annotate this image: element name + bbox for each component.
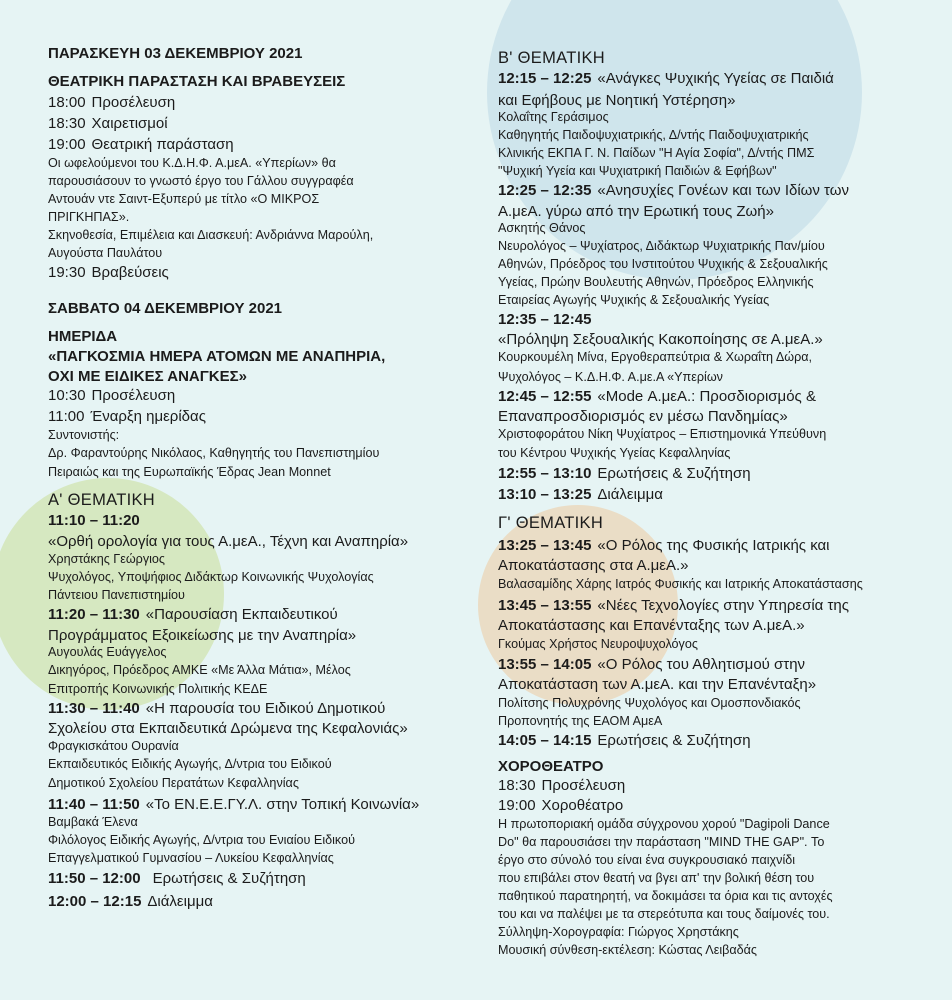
description-line: του και να παλέψει με τα στερεότυπα και τους δαίμονές του.: [498, 907, 830, 921]
speaker-line: Πάντειου Πανεπιστημίου: [48, 588, 185, 602]
day-heading-friday: ΠΑΡΑΣΚΕΥΗ 03 ΔΕΚΕΜΒΡΙΟΥ 2021: [48, 45, 303, 62]
speaker-line: Βαμβακά Έλενα: [48, 815, 138, 829]
talk-title: Αποκατάσταση των Α.μεΑ. και την Επανένταξη»: [498, 676, 817, 693]
speaker-line: Γκούμας Χρήστος Νευροψυχολόγος: [498, 637, 698, 651]
coordinator-line: Συντονιστής:: [48, 428, 120, 442]
event-heading-hmerida: ΗΜΕΡΙΔΑ: [48, 328, 118, 345]
schedule-item: 10:30 Προσέλευση: [48, 387, 176, 404]
schedule-item: 12:55 – 13:10 Ερωτήσεις & Συζήτηση: [498, 465, 751, 482]
schedule-item: 14:05 – 14:15 Ερωτήσεις & Συζήτηση: [498, 732, 751, 749]
speaker-line: Κολαΐτης Γεράσιμος: [498, 110, 609, 124]
speaker-line: Νευρολόγος – Ψυχίατρος, Διδάκτωρ Ψυχιατρικής Παν/μίου: [498, 239, 825, 253]
speaker-line: Επαγγελματικού Γυμνασίου – Λυκείου Κεφαλληνίας: [48, 851, 334, 865]
schedule-item: 11:00 Έναρξη ημερίδας: [48, 408, 206, 425]
talk-title: Σχολείου στα Εκπαιδευτικά Δρώμενα της Κεφαλονιάς»: [48, 720, 408, 737]
talk-title: Προγράμματος Εξοικείωσης με την Αναπηρία»: [48, 627, 357, 644]
description-line: Σκηνοθεσία, Επιμέλεια και Διασκευή: Ανδριάννα Μαρούλη,: [48, 228, 374, 242]
talk-title: 11:30 – 11:40 «Η παρουσία του Ειδικού Δημοτικού: [48, 700, 386, 717]
section-heading-a: Α' ΘΕΜΑΤΙΚΗ: [48, 491, 155, 509]
speaker-line: Πολίτσης Πολυχρόνης Ψυχολόγος και Ομοσπονδιακός: [498, 696, 801, 710]
schedule-item: 12:00 – 12:15 Διάλειμμα: [48, 893, 213, 910]
schedule-item: 11:50 – 12:00 Ερωτήσεις & Συζήτηση: [48, 870, 306, 887]
speaker-line: Δημοτικού Σχολείου Περατάτων Κεφαλληνίας: [48, 776, 299, 790]
talk-title: και Εφήβους με Νοητική Υστέρηση»: [498, 92, 736, 109]
description-line: ΠΡΙΓΚΗΠΑΣ».: [48, 210, 130, 224]
speaker-line: Χριστοφοράτου Νίκη Ψυχίατρος – Επιστημονικά Υπεύθυνη: [498, 427, 827, 441]
talk-title: 12:45 – 12:55 «Mode Α.μεΑ.: Προσδιορισμός &: [498, 388, 816, 405]
description-line: Οι ωφελούμενοι του Κ.Δ.Η.Φ. Α.μεΑ. «Υπερίων» θα: [48, 156, 336, 170]
hmerida-title-line: «ΠΑΓΚΟΣΜΙΑ ΗΜΕΡΑ ΑΤΟΜΩΝ ΜΕ ΑΝΑΠΗΡΙΑ,: [48, 348, 386, 365]
section-heading-b: Β' ΘΕΜΑΤΙΚΗ: [498, 49, 605, 67]
description-line: που επιβάλει στον θεατή να βγει απ' την βολική θέση του: [498, 871, 815, 885]
schedule-item: 19:30 Βραβεύσεις: [48, 264, 169, 281]
talk-title: Επαναπροσδιορισμός εν μέσω Πανδημίας»: [498, 408, 788, 425]
speaker-line: Ψυχολόγος – Κ.Δ.Η.Φ. Α.με.Α «Υπερίων: [498, 370, 723, 384]
talk-title: 11:40 – 11:50 «Το ΕΝ.Ε.Ε.ΓΥ.Λ. στην Τοπική Κοινωνία»: [48, 796, 420, 813]
talk-title: Αποκατάστασης στα Α.μεΑ.»: [498, 557, 689, 574]
speaker-line: Αυγουλάς Ευάγγελος: [48, 645, 167, 659]
speaker-line: Καθηγητής Παιδοψυχιατρικής, Δ/ντής Παιδοψυχιατρικής: [498, 128, 809, 142]
talk-title: «Ορθή ορολογία για τους Α.μεΑ., Τέχνη και Αναπηρία»: [48, 533, 409, 550]
description-line: Μουσική σύνθεση-εκτέλεση: Κώστας Λειβαδάς: [498, 943, 757, 957]
hmerida-title-line: ΟΧΙ ΜΕ ΕΙΔΙΚΕΣ ΑΝΑΓΚΕΣ»: [48, 368, 247, 385]
schedule-item: 18:00 Προσέλευση: [48, 94, 176, 111]
speaker-line: Δικηγόρος, Πρόεδρος ΑΜΚΕ «Με Άλλα Μάτια», Μέλος: [48, 663, 351, 677]
event-title-theatre: ΘΕΑΤΡΙΚΗ ΠΑΡΑΣΤΑΣΗ ΚΑΙ ΒΡΑΒΕΥΣΕΙΣ: [48, 73, 346, 90]
talk-title: 11:20 – 11:30 «Παρουσίαση Εκπαιδευτικού: [48, 606, 338, 623]
speaker-line: Επιτροπής Κοινωνικής Πολιτικής ΚΕΔΕ: [48, 682, 268, 696]
speaker-line: Κουρκουμέλη Μίνα, Εργοθεραπεύτρια & Χωραΐτη Δώρα,: [498, 350, 813, 364]
description-line: έργο στο σύνολό του είναι ένα συγκρουσιακό παιχνίδι: [498, 853, 796, 867]
coordinator-line: Δρ. Φαραντούρης Νικόλαος, Καθηγητής του Πανεπιστημίου: [48, 446, 380, 460]
day-heading-saturday: ΣΑΒΒΑΤΟ 04 ΔΕΚΕΜΒΡΙΟΥ 2021: [48, 300, 283, 317]
speaker-line: Φιλόλογος Ειδικής Αγωγής, Δ/ντρια του Ενιαίου Ειδικού: [48, 833, 355, 847]
talk-title: 13:45 – 13:55 «Νέες Τεχνολογίες στην Υπηρεσία της: [498, 597, 850, 614]
speaker-line: Χρηστάκης Γεώργιος: [48, 552, 166, 566]
section-heading-dance: ΧΟΡΟΘΕΑΤΡΟ: [498, 758, 604, 775]
speaker-line: Κλινικής ΕΚΠΑ Γ. Ν. Παίδων "Η Αγία Σοφία", Δ/ντής ΠΜΣ: [498, 146, 815, 160]
talk-title: Α.μεΑ. γύρω από την Ερωτική τους Ζωή»: [498, 203, 774, 220]
talk-title: 13:55 – 14:05 «Ο Ρόλος του Αθλητισμού στην: [498, 656, 806, 673]
description-line: Do" θα παρουσιάσει την παράσταση "MIND THE GAP". Το: [498, 835, 825, 849]
talk-title: Αποκατάστασης και Επανένταξης των Α.μεΑ.»: [498, 617, 805, 634]
description-line: παρουσιάσουν το γνωστό έργο του Γάλλου συγγραφέα: [48, 174, 354, 188]
speaker-line: Εκπαιδευτικός Ειδικής Αγωγής, Δ/ντρια του Ειδικού: [48, 757, 332, 771]
schedule-item: 19:00 Θεατρική παράσταση: [48, 136, 234, 153]
speaker-line: Υγείας, Πρώην Βουλευτής Αθηνών, Πρόεδρος Ελληνικής: [498, 275, 814, 289]
talk-title: 12:25 – 12:35 «Ανησυχίες Γονέων και των Ιδίων των: [498, 182, 849, 199]
speaker-line: Εταιρείας Αγωγής Ψυχικής & Σεξουαλικής Υγείας: [498, 293, 770, 307]
schedule-item: 19:00 Χοροθέατρο: [498, 797, 624, 814]
talk-title: 13:25 – 13:45 «Ο Ρόλος της Φυσικής Ιατρικής και: [498, 537, 830, 554]
speaker-line: "Ψυχική Υγεία και Ψυχιατρική Παιδιών & Εφήβων": [498, 164, 777, 178]
speaker-line: Αθηνών, Πρόεδρος του Ινστιτούτου Ψυχικής & Σεξουαλικής: [498, 257, 828, 271]
description-line: Σύλληψη-Χορογραφία: Γιώργος Χρηστάκης: [498, 925, 739, 939]
description-line: Η πρωτοποριακή ομάδα σύγχρονου χορού "Dagipoli Dance: [498, 817, 830, 831]
coordinator-line: Πειραιώς και της Ευρωπαϊκής Έδρας Jean Monnet: [48, 465, 331, 479]
talk-title: 12:15 – 12:25 «Ανάγκες Ψυχικής Υγείας σε Παιδιά: [498, 70, 834, 87]
speaker-line: Προπονητής της ΕΑΟΜ ΑμεΑ: [498, 714, 663, 728]
speaker-line: Βαλασαμίδης Χάρης Ιατρός Φυσικής και Ιατρικής Αποκατάστασης: [498, 577, 863, 591]
schedule-item: 13:10 – 13:25 Διάλειμμα: [498, 486, 663, 503]
speaker-line: Ασκητής Θάνος: [498, 221, 586, 235]
section-heading-c: Γ' ΘΕΜΑΤΙΚΗ: [498, 514, 604, 532]
description-line: Αντουάν ντε Σαιντ-Εξυπερύ με τίτλο «Ο ΜΙΚΡΟΣ: [48, 192, 320, 206]
talk-time: 11:10 – 11:20: [48, 512, 140, 529]
schedule-item: 18:30 Χαιρετισμοί: [48, 115, 168, 132]
description-line: παθητικού παρατηρητή, να δοκιμάσει τα όρια και τις αντοχές: [498, 889, 833, 903]
talk-title: «Πρόληψη Σεξουαλικής Κακοποίησης σε Α.μεΑ.»: [498, 331, 823, 348]
speaker-line: Ψυχολόγος, Υποψήφιος Διδάκτωρ Κοινωνικής Ψυχολογίας: [48, 570, 374, 584]
schedule-item: 18:30 Προσέλευση: [498, 777, 626, 794]
talk-time: 12:35 – 12:45: [498, 311, 592, 328]
description-line: Αυγούστα Παυλάτου: [48, 246, 163, 260]
speaker-line: του Κέντρου Ψυχικής Υγείας Κεφαλληνίας: [498, 446, 731, 460]
speaker-line: Φραγκισκάτου Ουρανία: [48, 739, 179, 753]
